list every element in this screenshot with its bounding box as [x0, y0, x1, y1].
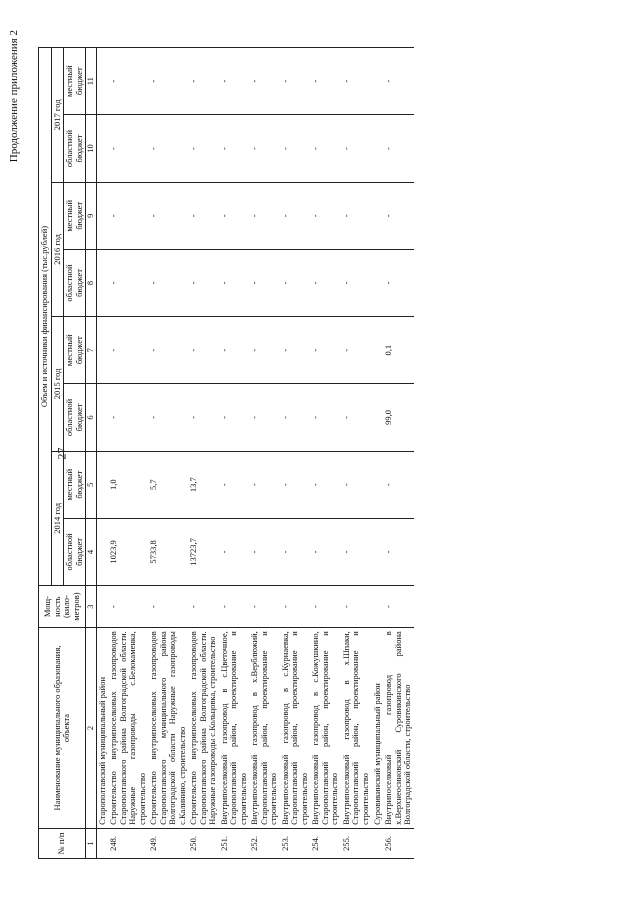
header-local-2015: местный бюджет: [64, 317, 86, 384]
object-name: Строительство внутрипоселковых газопроводов Старополтавского района Волгоградской области. Наружные газопроводы с.Белокаменка, строительство: [108, 628, 148, 829]
header-regional-2016: областной бюджет: [64, 249, 86, 316]
row-number: 252.: [249, 828, 280, 858]
row-number: 250.: [188, 828, 219, 858]
table-body: [96, 48, 413, 859]
object-name: Внутрипоселковый газопровод в х.Шпаки, Старополтавский район, проектирование и строительство: [341, 628, 372, 829]
column-number: 10: [86, 115, 97, 182]
value-cell: -: [219, 384, 250, 451]
value-cell: -: [249, 518, 280, 585]
value-cell: 99,0: [383, 384, 414, 451]
section-row: [372, 48, 384, 859]
column-number: 8: [86, 249, 97, 316]
value-cell: -: [310, 115, 341, 182]
column-number: 2: [86, 628, 97, 829]
object-name: Внутрипоселковый газопровод в с.Кожушкино, Старополтавский район, проектирование и строительство: [310, 628, 341, 829]
value-cell: -: [188, 115, 219, 182]
capacity-cell: -: [310, 586, 341, 628]
section-empty-cell: [372, 182, 384, 249]
value-cell: -: [310, 182, 341, 249]
section-empty-cell: [372, 518, 384, 585]
value-cell: -: [383, 518, 414, 585]
value-cell: -: [188, 317, 219, 384]
value-cell: -: [249, 48, 280, 115]
row-number: 256.: [383, 828, 414, 858]
value-cell: -: [383, 249, 414, 316]
header-local-2014: местный бюджет: [64, 451, 86, 518]
section-empty-cell: [372, 586, 384, 628]
value-cell: -: [280, 115, 311, 182]
value-cell: -: [219, 48, 250, 115]
capacity-cell: -: [108, 586, 148, 628]
value-cell: -: [341, 317, 372, 384]
section-empty-cell: [372, 115, 384, 182]
value-cell: -: [280, 182, 311, 249]
section-empty-cell: [96, 317, 108, 384]
value-cell: -: [219, 317, 250, 384]
capacity-cell: -: [219, 586, 250, 628]
column-number: 9: [86, 182, 97, 249]
value-cell: -: [148, 317, 188, 384]
section-empty-cell: [96, 518, 108, 585]
section-empty-cell: [96, 115, 108, 182]
value-cell: -: [383, 451, 414, 518]
section-empty-cell: [96, 249, 108, 316]
value-cell: 13,7: [188, 451, 219, 518]
value-cell: -: [219, 518, 250, 585]
capacity-cell: -: [341, 586, 372, 628]
section-empty-cell: [96, 48, 108, 115]
capacity-cell: -: [280, 586, 311, 628]
section-empty-cell: [372, 317, 384, 384]
section-empty-cell: [96, 828, 108, 858]
value-cell: -: [341, 182, 372, 249]
value-cell: -: [310, 518, 341, 585]
value-cell: -: [219, 182, 250, 249]
column-number: 7: [86, 317, 97, 384]
value-cell: -: [219, 115, 250, 182]
value-cell: -: [188, 48, 219, 115]
value-cell: -: [148, 182, 188, 249]
object-name: Строительство внутрипоселковых газопроводов Старополтавского муниципального района Волгоградской области Наружные газопроводы с.Калинино, строительство: [148, 628, 188, 829]
row-number: 254.: [310, 828, 341, 858]
value-cell: -: [280, 384, 311, 451]
capacity-cell: -: [188, 586, 219, 628]
section-empty-cell: [96, 451, 108, 518]
section-empty-cell: [96, 384, 108, 451]
section-empty-cell: [372, 451, 384, 518]
value-cell: 5,7: [148, 451, 188, 518]
value-cell: -: [148, 249, 188, 316]
value-cell: -: [249, 115, 280, 182]
object-name: Внутрипоселковый газопровод в с.Курнаевка, Старополтавский район, проектирование и строительство: [280, 628, 311, 829]
row-number: 251.: [219, 828, 250, 858]
header-local-2017: местный бюджет: [64, 48, 86, 115]
table-row: [108, 48, 148, 859]
value-cell: -: [108, 384, 148, 451]
column-number: 1: [86, 828, 97, 858]
value-cell: -: [219, 451, 250, 518]
header-volume: Объем и источники финансирования (тыс.рублей): [39, 48, 52, 586]
value-cell: -: [310, 249, 341, 316]
table-row: [280, 48, 311, 859]
value-cell: -: [341, 451, 372, 518]
value-cell: -: [249, 182, 280, 249]
capacity-cell: -: [249, 586, 280, 628]
capacity-cell: -: [383, 586, 414, 628]
value-cell: -: [249, 451, 280, 518]
column-number: 3: [86, 586, 97, 628]
value-cell: -: [341, 384, 372, 451]
row-number: 253.: [280, 828, 311, 858]
value-cell: -: [249, 317, 280, 384]
header-year-2017: 2017 год: [51, 48, 64, 183]
row-number: 249.: [148, 828, 188, 858]
value-cell: -: [280, 48, 311, 115]
object-name: Внутрипоселковый газопровод в х.Верблюжий, Старополтавский район, проектирование и строительство: [249, 628, 280, 829]
column-numbers-row: [86, 48, 97, 859]
row-number: 248.: [108, 828, 148, 858]
section-empty-cell: [96, 586, 108, 628]
value-cell: -: [108, 115, 148, 182]
object-name: Внутрипоселковый газопровод в с.Цветочное, Старополтавский район, проектирование и строительство: [219, 628, 250, 829]
value-cell: -: [108, 317, 148, 384]
value-cell: 13723,7: [188, 518, 219, 585]
value-cell: -: [108, 182, 148, 249]
table-row: [148, 48, 188, 859]
value-cell: -: [188, 182, 219, 249]
section-empty-cell: [372, 249, 384, 316]
value-cell: -: [249, 249, 280, 316]
header-regional-2015: областной бюджет: [64, 384, 86, 451]
value-cell: 1,0: [108, 451, 148, 518]
value-cell: 0,1: [383, 317, 414, 384]
table-row: [249, 48, 280, 859]
table-row: [310, 48, 341, 859]
object-name: Строительство внутрипоселковых газопроводов Старополтавского района Волгоградской области. Наружные газопроводы с.Кольцовка, строительство: [188, 628, 219, 829]
table-row: [219, 48, 250, 859]
value-cell: -: [310, 384, 341, 451]
header-local-2016: местный бюджет: [64, 182, 86, 249]
column-number: 11: [86, 48, 97, 115]
section-name: Суровикинский муниципальный район: [372, 628, 384, 829]
section-empty-cell: [372, 48, 384, 115]
table-row: [341, 48, 372, 859]
value-cell: -: [148, 384, 188, 451]
value-cell: -: [310, 451, 341, 518]
value-cell: -: [280, 317, 311, 384]
value-cell: -: [341, 518, 372, 585]
header-regional-2017: областной бюджет: [64, 115, 86, 182]
column-number: 5: [86, 451, 97, 518]
section-row: [96, 48, 108, 859]
section-empty-cell: [96, 182, 108, 249]
column-number: 6: [86, 384, 97, 451]
value-cell: -: [310, 48, 341, 115]
row-number: 255.: [341, 828, 372, 858]
value-cell: -: [280, 451, 311, 518]
page-number: 27: [54, 447, 69, 460]
value-cell: -: [383, 115, 414, 182]
value-cell: -: [280, 249, 311, 316]
column-number: 4: [86, 518, 97, 585]
table-row: [383, 48, 414, 859]
capacity-cell: -: [148, 586, 188, 628]
continuation-note: Продолжение приложения 2: [8, 30, 20, 163]
value-cell: 1023,9: [108, 518, 148, 585]
header-num: № п/п: [39, 828, 86, 858]
value-cell: -: [249, 384, 280, 451]
section-empty-cell: [372, 828, 384, 858]
value-cell: -: [341, 48, 372, 115]
header-name: Наименование муниципального образования, объекта: [39, 628, 86, 829]
header-year-2016: 2016 год: [51, 182, 64, 316]
header-year-2014: 2014 год: [51, 451, 64, 585]
value-cell: -: [188, 249, 219, 316]
header-year-2015: 2015 год: [51, 317, 64, 451]
table-row: [188, 48, 219, 859]
value-cell: -: [108, 249, 148, 316]
value-cell: -: [148, 115, 188, 182]
value-cell: -: [280, 518, 311, 585]
value-cell: -: [383, 48, 414, 115]
value-cell: -: [341, 115, 372, 182]
value-cell: -: [341, 249, 372, 316]
value-cell: -: [108, 48, 148, 115]
section-name: Старополтавский муниципальный район: [96, 628, 108, 829]
object-name: Внутрипоселковый газопровод в х.Верхнеосиновский Суровикинского района Волгоградской области, строительство: [383, 628, 414, 829]
value-cell: -: [310, 317, 341, 384]
value-cell: -: [188, 384, 219, 451]
value-cell: -: [383, 182, 414, 249]
value-cell: -: [148, 48, 188, 115]
value-cell: 5733,8: [148, 518, 188, 585]
header-capacity: Мощ-ность (кило-метров): [39, 586, 86, 628]
value-cell: -: [219, 249, 250, 316]
table-header: [39, 48, 97, 859]
header-regional-2014: областной бюджет: [64, 518, 86, 585]
financing-table: [38, 47, 414, 859]
section-empty-cell: [372, 384, 384, 451]
